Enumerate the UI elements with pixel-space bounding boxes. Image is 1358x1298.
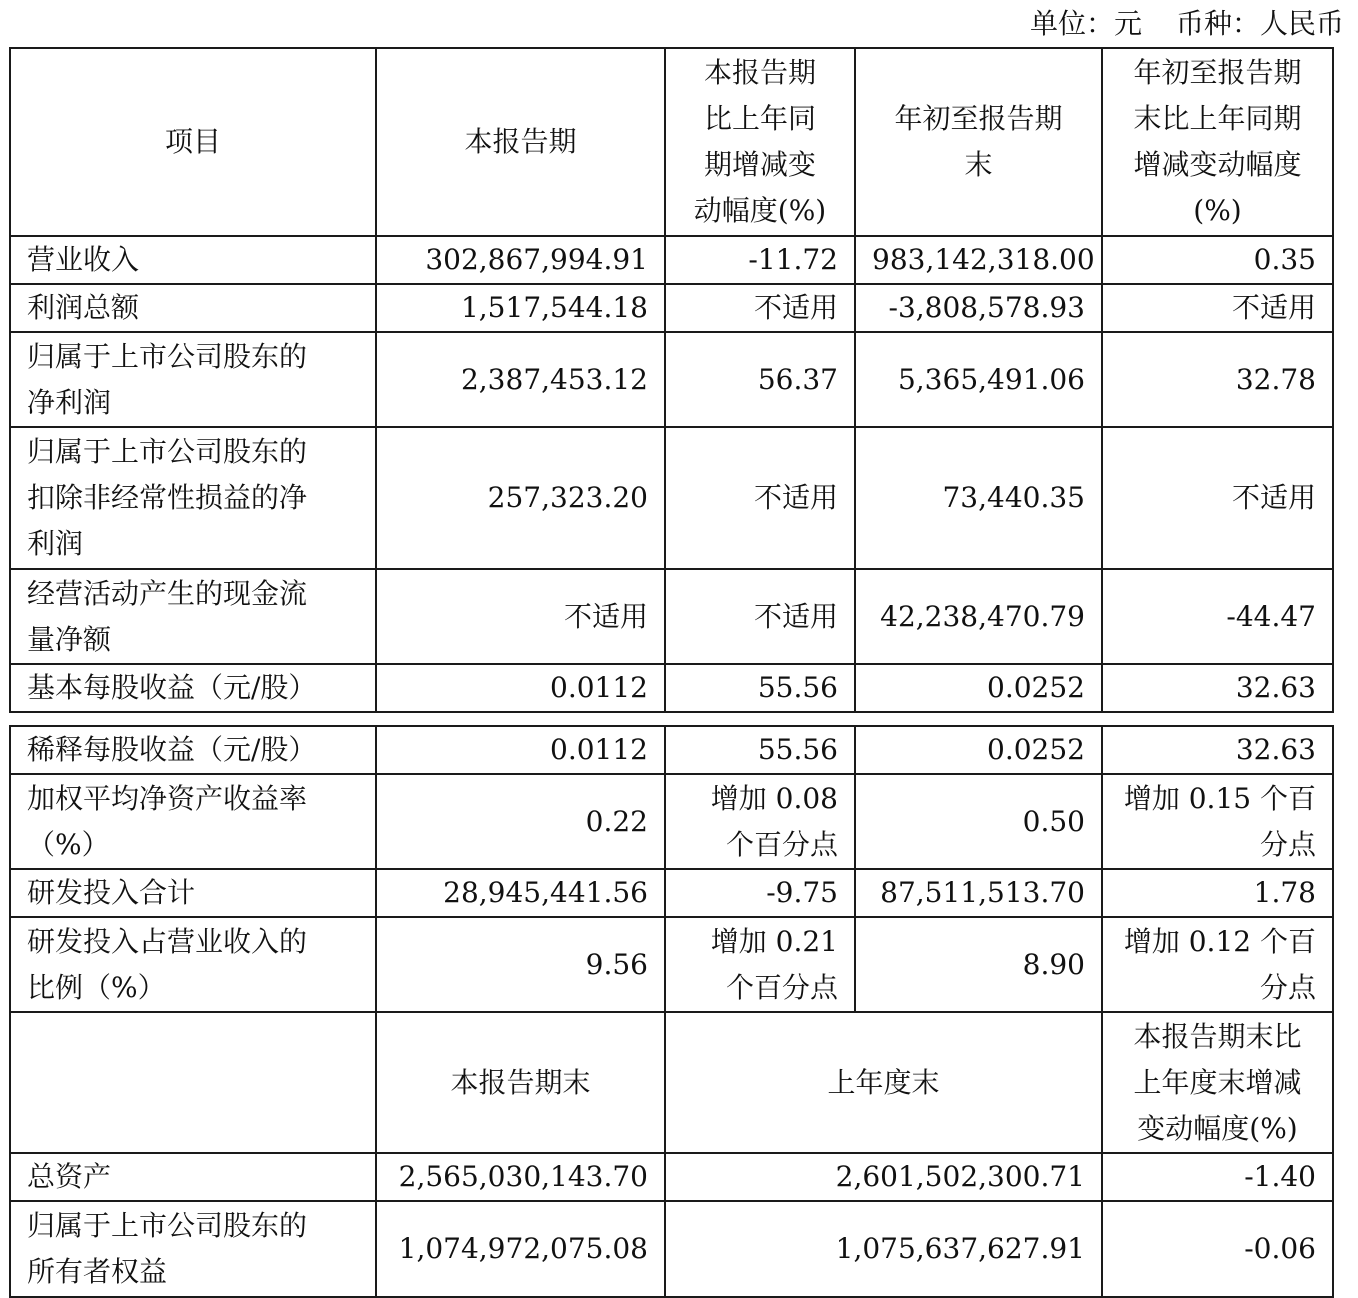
current-change-value: 不适用 — [665, 284, 855, 332]
ytd-value: 0.50 — [855, 774, 1102, 869]
currency-label: 币种：人民币 — [1175, 7, 1344, 40]
row-label: 经营活动产生的现金流 量净额 — [10, 569, 376, 664]
current-change-value: -11.72 — [665, 236, 855, 284]
current-change-value: -9.75 — [665, 869, 855, 917]
balance-change-value: -0.06 — [1102, 1201, 1333, 1297]
row-label: 利润总额 — [10, 284, 376, 332]
table-row — [10, 774, 1333, 869]
period-end-value: 2,565,030,143.70 — [376, 1153, 665, 1201]
ytd-change-value: 32.63 — [1102, 726, 1333, 774]
row-label: 归属于上市公司股东的 扣除非经常性损益的净 利润 — [10, 427, 376, 569]
key-financials-table-part-1 — [9, 47, 1334, 713]
table-row — [10, 236, 1333, 284]
table-row — [10, 332, 1333, 427]
row-label: 营业收入 — [10, 236, 376, 284]
prior-year-end-value: 1,075,637,627.91 — [665, 1201, 1102, 1297]
ytd-change-value: 1.78 — [1102, 869, 1333, 917]
prior-year-end-value: 2,601,502,300.71 — [665, 1153, 1102, 1201]
ytd-change-value: 0.35 — [1102, 236, 1333, 284]
current-period-value: 28,945,441.56 — [376, 869, 665, 917]
ytd-value: 0.0252 — [855, 726, 1102, 774]
table-row — [10, 569, 1333, 664]
balance-change-value: -1.40 — [1102, 1153, 1333, 1201]
ytd-value: 5,365,491.06 — [855, 332, 1102, 427]
row-label: 研发投入占营业收入的 比例（%） — [10, 917, 376, 1012]
header-current-change: 本报告期 比上年同 期增减变 动幅度(%) — [665, 48, 855, 236]
header-ytd: 年初至报告期 末 — [855, 48, 1102, 236]
current-period-value: 2,387,453.12 — [376, 332, 665, 427]
balance-header-row — [10, 1012, 1333, 1153]
balance-header-item — [10, 1012, 376, 1153]
table-row — [10, 284, 1333, 332]
table-row — [10, 664, 1333, 712]
header-current-period: 本报告期 — [376, 48, 665, 236]
current-period-value: 9.56 — [376, 917, 665, 1012]
current-period-value: 不适用 — [376, 569, 665, 664]
current-change-value: 56.37 — [665, 332, 855, 427]
ytd-value: 0.0252 — [855, 664, 1102, 712]
row-label: 研发投入合计 — [10, 869, 376, 917]
row-label: 归属于上市公司股东的 净利润 — [10, 332, 376, 427]
row-label: 归属于上市公司股东的 所有者权益 — [10, 1201, 376, 1297]
ytd-change-value: 增加 0.15 个百 分点 — [1102, 774, 1333, 869]
row-label: 总资产 — [10, 1153, 376, 1201]
table-row — [10, 917, 1333, 1012]
period-end-value: 1,074,972,075.08 — [376, 1201, 665, 1297]
ytd-value: 983,142,318.00 — [855, 236, 1102, 284]
current-period-value: 0.0112 — [376, 664, 665, 712]
current-change-value: 不适用 — [665, 569, 855, 664]
ytd-change-value: 32.63 — [1102, 664, 1333, 712]
current-change-value: 55.56 — [665, 664, 855, 712]
table-row — [10, 1153, 1333, 1201]
ytd-value: 8.90 — [855, 917, 1102, 1012]
table-row — [10, 427, 1333, 569]
current-period-value: 302,867,994.91 — [376, 236, 665, 284]
ytd-change-value: 32.78 — [1102, 332, 1333, 427]
unit-currency-line — [1030, 4, 1344, 44]
current-period-value: 257,323.20 — [376, 427, 665, 569]
header-row — [10, 48, 1333, 236]
balance-header-change: 本报告期末比 上年度末增减 变动幅度(%) — [1102, 1012, 1333, 1153]
table-row — [10, 726, 1333, 774]
ytd-value: 73,440.35 — [855, 427, 1102, 569]
current-change-value: 不适用 — [665, 427, 855, 569]
ytd-change-value: -44.47 — [1102, 569, 1333, 664]
current-period-value: 0.0112 — [376, 726, 665, 774]
current-period-value: 0.22 — [376, 774, 665, 869]
row-label: 基本每股收益（元/股） — [10, 664, 376, 712]
table-row — [10, 1201, 1333, 1297]
balance-header-prior-year-end: 上年度末 — [665, 1012, 1102, 1153]
current-change-value: 增加 0.08 个百分点 — [665, 774, 855, 869]
current-period-value: 1,517,544.18 — [376, 284, 665, 332]
ytd-change-value: 不适用 — [1102, 427, 1333, 569]
header-item: 项目 — [10, 48, 376, 236]
ytd-change-value: 不适用 — [1102, 284, 1333, 332]
current-change-value: 增加 0.21 个百分点 — [665, 917, 855, 1012]
table-row — [10, 869, 1333, 917]
ytd-value: 87,511,513.70 — [855, 869, 1102, 917]
balance-header-period-end: 本报告期末 — [376, 1012, 665, 1153]
current-change-value: 55.56 — [665, 726, 855, 774]
row-label: 加权平均净资产收益率 （%） — [10, 774, 376, 869]
row-label: 稀释每股收益（元/股） — [10, 726, 376, 774]
ytd-change-value: 增加 0.12 个百 分点 — [1102, 917, 1333, 1012]
unit-label: 单位：元 — [1029, 7, 1142, 40]
header-ytd-change: 年初至报告期 末比上年同期 增减变动幅度 (%) — [1102, 48, 1333, 236]
ytd-value: 42,238,470.79 — [855, 569, 1102, 664]
ytd-value: -3,808,578.93 — [855, 284, 1102, 332]
key-financials-table-part-2 — [9, 725, 1334, 1298]
